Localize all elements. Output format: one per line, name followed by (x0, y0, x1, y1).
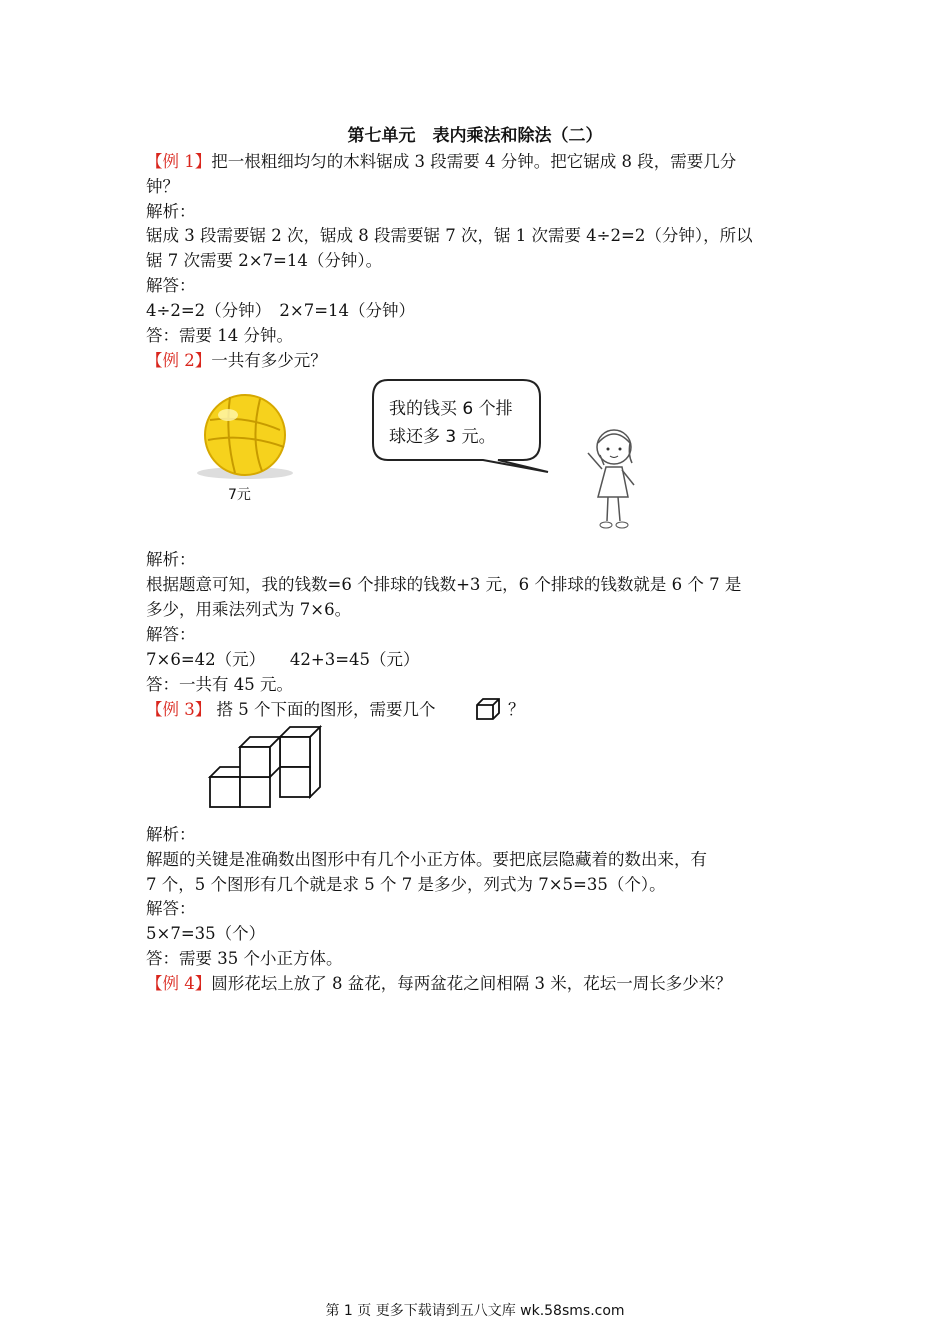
ex1-answer-label: 解答： (146, 276, 196, 295)
ex1-calculation: 4÷2=2（分钟） 2×7=14（分钟） (146, 301, 416, 320)
cube-stack-figure (205, 722, 330, 812)
ex1-question-line2: 钟？ (146, 177, 179, 196)
ex1-question-line1 (146, 150, 736, 174)
ex4-question (146, 972, 732, 996)
ex3-answer: 答：需要 35 个小正方体。 (146, 949, 343, 968)
ex2-tag: 【例 2】 (146, 351, 212, 370)
ex1-question-text: 把一根粗细均匀的木料锯成 3 段需要 4 分钟。把它锯成 8 段，需要几分 (211, 152, 737, 171)
ex3-analysis-line1: 解题的关键是准确数出图形中有几个小正方体。要把底层隐藏着的数出来，有 (146, 850, 707, 869)
ex2-analysis-label: 解析： (146, 550, 196, 569)
ex1-analysis-line2: 锯 7 次需要 2×7=14（分钟）。 (146, 251, 383, 270)
bubble-line1: 我的钱买 6 个排 (389, 399, 513, 419)
ex1-analysis-line1: 锯成 3 段需要锯 2 次，锯成 8 段需要锯 7 次，锯 1 次需要 4÷2=2（分钟），所以 (146, 226, 753, 245)
page-title: 第七单元 表内乘法和除法（二） (347, 126, 603, 146)
ex3-question (146, 698, 436, 722)
ex1-analysis-label: 解析： (146, 202, 196, 221)
ex2-analysis-line2: 多少，用乘法列式为 7×6。 (146, 600, 352, 619)
ex1-tag: 【例 1】 (146, 152, 212, 171)
ex2-question-text: 一共有多少元？ (211, 351, 327, 370)
ex2-answer-label: 解答： (146, 625, 196, 644)
ex2-calculation: 7×6=42（元） 42+3=45（元） (146, 650, 420, 669)
ex2-analysis-line1: 根据题意可知，我的钱数=6 个排球的钱数+3 元，6 个排球的钱数就是 6 个 7 是 (146, 575, 742, 594)
ex2-question (146, 349, 327, 373)
volleyball-icon (190, 385, 300, 485)
ex3-calculation: 5×7=35（个） (146, 924, 266, 943)
bubble-line2: 球还多 3 元。 (389, 427, 496, 447)
ex3-analysis-label: 解析： (146, 825, 196, 844)
ex4-tag: 【例 4】 (146, 974, 212, 993)
girl-illustration-icon (578, 425, 640, 535)
ex3-tag: 【例 3】 (146, 700, 212, 719)
page-footer: 第 1 页 更多下载请到五八文库 wk.58sms.com (325, 1303, 625, 1319)
ball-price: 7元 (228, 487, 251, 503)
ex3-answer-label: 解答： (146, 899, 196, 918)
ex4-question-text: 圆形花坛上放了 8 盆花，每两盆花之间相隔 3 米，花坛一周长多少米？ (211, 974, 732, 993)
ex2-answer: 答：一共有 45 元。 (146, 675, 293, 694)
ex3-analysis-line2: 7 个，5 个图形有几个就是求 5 个 7 是多少，列式为 7×5=35（个）。 (146, 875, 666, 894)
small-cube-icon (475, 697, 501, 721)
ex3-question-text: 搭 5 个下面的图形，需要几个 (216, 700, 436, 719)
ex1-answer: 答：需要 14 分钟。 (146, 326, 293, 345)
ex3-question-end: ？ (508, 700, 525, 719)
